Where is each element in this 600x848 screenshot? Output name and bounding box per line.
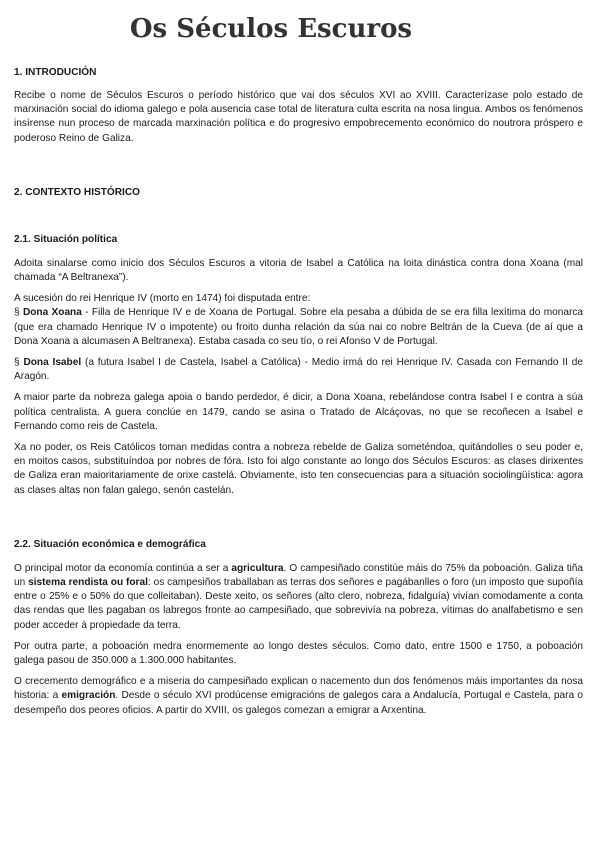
section-sign: §: [14, 307, 23, 319]
section-sign: §: [14, 357, 24, 369]
politics-paragraph-3: A maior parte da nobreza galega apoia o bando perdedor, é dicir, a Dona Xoana, rebelándose contra Isabel I e contra a súa política centralista. A guera conclúe en 1479, cando se asina o Tratado de Alcáçovas, no que se recoñecen a Isabel e Fernando como reis de Castela.: [14, 392, 583, 432]
section-heading-context: 2. CONTEXTO HISTÓRICO: [14, 186, 140, 198]
name-xoana: Dona Xoana: [22, 307, 82, 319]
economy-text: O principal motor da economía continúa a ser a: [14, 562, 232, 574]
economy-text: . O campesiñado constitúe máis do 75% da poboación. Galiza tiña un: [14, 562, 583, 589]
intro-paragraph: Recibe o nome de Séculos Escuros o período histórico que vai dos séculos XVI ao XVIII. Caracterízase polo estado de marxinación social do idioma galego e pola ausencia case total de literatura culta escrita na nosa lingua. Ambos os fenómenos insírense nun proceso de marcada marxinación política e do progresivo empobrecemento económico do noutrora próspero e poderoso Reino de Galiza.: [14, 90, 583, 144]
list-item-xoana: [14, 306, 583, 349]
term-agricultura: agricultura: [231, 562, 284, 574]
list-item-isabel: [14, 356, 583, 384]
economy-text: : os campesiños traballaban as terras dos señores e pagábanlles o foro (un imposto que supoñía entre o 25% e o 50% do que colleitaban). Deste xeito, os señores (alto clero, nobreza, fidalguía) vivían comodamente a conta das rendas que lles pagaban os labregos fronte ao campesiñado, que sobrevivía na pobreza, vítimas do analfabetismo e sen poder acceder á propiedade da terra.: [14, 577, 583, 631]
isabel-description: (a futura Isabel I de Castela, Isabel a Católica) - Medio irmá do rei Henrique IV. Casada con Fernando II de Aragón.: [14, 357, 584, 383]
name-isabel: Dona Isabel: [23, 357, 82, 369]
politics-paragraph-4: Xa no poder, os Reis Católicos toman medidas contra a nobreza rebelde de Galiza someténdoa, quitándolles o seu poder e, en moitos casos, substituíndoa por nobres de fóra. Isto foi algo constante ao longo dos Séculos Escuros: as clases dirixentes de Galiza eran maioritariamente de orixe castelá. Obviamente, isto ten consecuencias para a situación sociolingüística: agora as clases altas non falan galego, senón castelán.: [14, 442, 583, 496]
page-title: Os Séculos Escuros: [129, 14, 413, 44]
economy-paragraph-2: Por outra parte, a poboación medra enormemente ao longo destes séculos. Como dato, entre 1500 e 1750, a poboación galega pasou de 350.000 a 1.300.000 habitantes.: [14, 640, 583, 667]
xoana-description: - Filla de Henrique IV e de Xoana de Portugal. Sobre ela pesaba a dúbida de se era filla lexítima do monarca (que era chamado Henrique IV o impotente) ou froito dunha relación da súa nai co nobre Beltrán de la Cueva (de aí que a Dona Xoana a alcumasen A Beltranexa). Estaba casada co seu tío, o rei Afonso V de Portugal.: [14, 307, 583, 347]
economy-paragraph-3: [14, 675, 583, 718]
politics-paragraph-1: Adoita sinalarse como inicio dos Séculos Escuros a vitoria de Isabel a Católica na loita dinástica contra dona Xoana (mal chamada “A Beltranexa”).: [14, 257, 583, 284]
economy-paragraph-1: [14, 562, 583, 633]
economy-text: O crecemento demográfico e a miseria do campesiñado explican o nacemento dun dos fenómenos máis importantes da nosa historia: a: [14, 676, 583, 702]
economy-text: . Desde o século XVI prodúcense emigracións de galegos cara a Andalucía, Portugal e Castela, para o desempeño dos peores oficios. A partir do XVIII, os galegos comezan a emigrar a Arxentina.: [14, 690, 583, 716]
term-emigracion: emigración: [61, 690, 116, 702]
section-heading-introduction: 1. INTRODUCIÓN: [14, 67, 97, 78]
document-body: [14, 66, 583, 718]
subsection-heading-economy: 2.2. Situación económica e demográfica: [14, 538, 206, 550]
subsection-heading-politics: 2.1. Situación política: [14, 233, 118, 245]
politics-succession-intro: A sucesión do rei Henrique IV (morto en 1474) foi disputada entre:: [14, 293, 311, 305]
term-sistema-rendista: sistema rendista ou foral: [28, 577, 148, 589]
